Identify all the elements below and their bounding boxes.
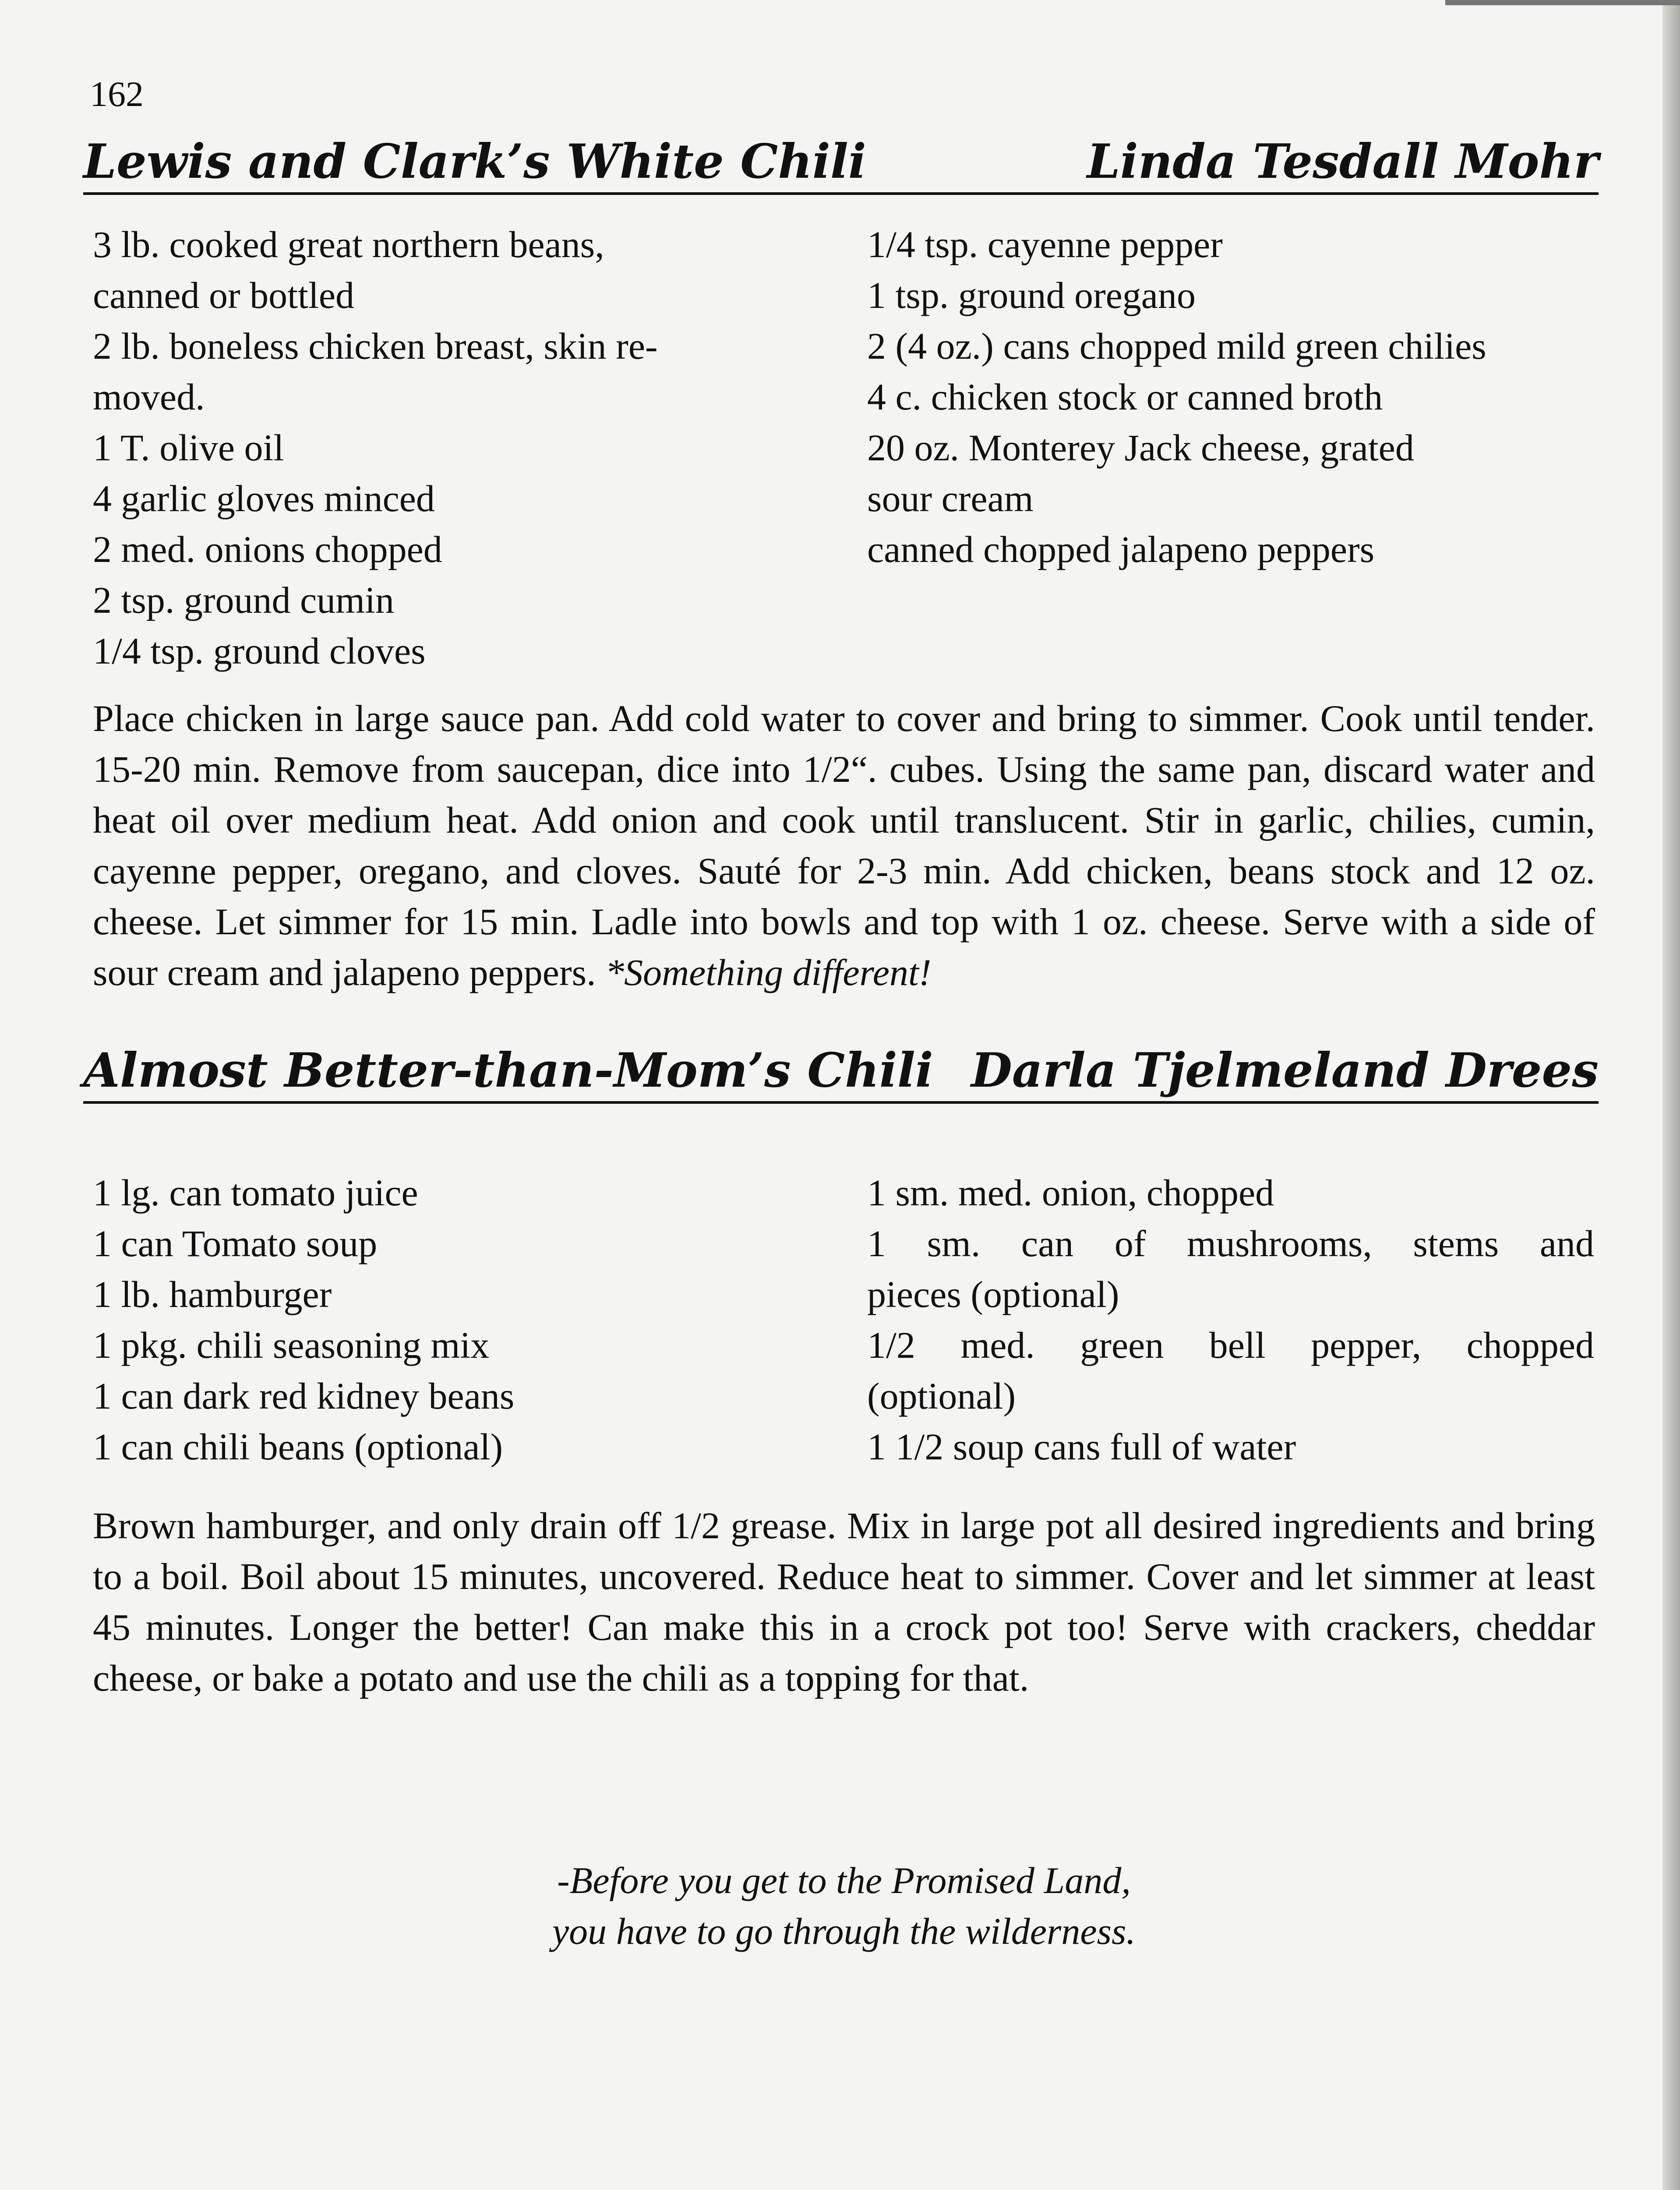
ingredient: canned chopped jalapeno peppers xyxy=(867,528,1375,570)
ingredient: 1 lg. can tomato juice xyxy=(93,1172,418,1214)
recipe-2-ingredients-right xyxy=(867,1167,1594,1472)
recipe-1-ingredients-right xyxy=(867,219,1594,575)
recipe-2-title: Almost Better-than-Mom’s Chili xyxy=(83,1043,933,1098)
page-edge-shadow xyxy=(1662,0,1680,2190)
quote-line-2: you have to go through the wilderness. xyxy=(552,1910,1136,1952)
ingredient: 1 can dark red kidney beans xyxy=(93,1375,515,1417)
ingredient: moved. xyxy=(93,376,205,418)
recipe-1-header xyxy=(83,134,1599,195)
ingredient: 1 sm. can of mushrooms, stems and xyxy=(867,1222,1594,1265)
recipe-2-author: Darla Tjelmeland Drees xyxy=(971,1043,1599,1098)
page-edge-top xyxy=(1445,0,1680,5)
ingredient: 1 T. olive oil xyxy=(93,427,284,469)
closing-quote xyxy=(93,1855,1595,1957)
ingredient: 2 (4 oz.) cans chopped mild green chilies xyxy=(867,325,1486,367)
recipe-1-directions-text: Place chicken in large sauce pan. Add cold water to cover and bring to simmer. Cook until tender. 15-20 min. Remove from saucepan, dice into 1/2“. cubes. Using the same pan, discard water and heat oil over medium heat. Add onion and cook until translucent. Stir in garlic, chilies, cumin, cayenne pepper, oregano, and cloves. Sauté for 2-3 min. Add chicken, beans stock and 12 oz. cheese. Let simmer for 15 min. Ladle into bowls and top with 1 oz. cheese. Serve with a side of sour cream and jalapeno peppers. xyxy=(93,697,1595,993)
ingredient: 4 c. chicken stock or canned broth xyxy=(867,376,1383,418)
ingredient: canned or bottled xyxy=(93,274,355,316)
recipe-1-title: Lewis and Clark’s White Chili xyxy=(83,134,866,189)
recipe-2-directions: Brown hamburger, and only drain off 1/2 grease. Mix in large pot all desired ingredients and bring to a boil. Boil about 15 minutes, uncovered. Reduce heat to simmer. Cover and let simmer at least 45 minutes. Longer the better! Can make this in a crock pot too! Serve with crackers, cheddar cheese, or bake a potato and use the chili as a topping for that. xyxy=(93,1505,1595,1699)
ingredient: 4 garlic gloves minced xyxy=(93,477,435,519)
page-number: 162 xyxy=(90,74,144,114)
ingredient: 1 1/2 soup cans full of water xyxy=(867,1426,1296,1468)
ingredient: 1 pkg. chili seasoning mix xyxy=(93,1324,490,1366)
ingredient: 1 lb. hamburger xyxy=(93,1273,332,1315)
recipe-1-note: *Something different! xyxy=(605,951,932,993)
recipe-1-author: Linda Tesdall Mohr xyxy=(1087,134,1599,189)
ingredient: 1 can Tomato soup xyxy=(93,1222,378,1265)
ingredient: sour cream xyxy=(867,477,1034,519)
quote-line-1: -Before you get to the Promised Land, xyxy=(557,1859,1131,1901)
ingredient: 1/2 med. green bell pepper, chopped xyxy=(867,1324,1594,1366)
ingredient: 1 tsp. ground oregano xyxy=(867,274,1196,316)
ingredient: 2 tsp. ground cumin xyxy=(93,579,394,621)
ingredient: 2 med. onions chopped xyxy=(93,528,442,570)
ingredient: 2 lb. boneless chicken breast, skin re- xyxy=(93,325,658,367)
ingredient: 1 sm. med. onion, chopped xyxy=(867,1172,1274,1214)
ingredient: 1/4 tsp. ground cloves xyxy=(93,630,426,672)
recipe-1-directions xyxy=(93,693,1595,998)
recipe-2-header xyxy=(83,1043,1599,1104)
recipe-2-ingredients-left xyxy=(93,1167,811,1472)
recipe-1-ingredients-left xyxy=(93,219,811,676)
ingredient: 1 can chili beans (optional) xyxy=(93,1426,503,1468)
ingredient: 20 oz. Monterey Jack cheese, grated xyxy=(867,427,1414,469)
ingredient: (optional) xyxy=(867,1375,1016,1417)
ingredient: pieces (optional) xyxy=(867,1273,1119,1315)
ingredient: 3 lb. cooked great northern beans, xyxy=(93,223,604,265)
ingredient: 1/4 tsp. cayenne pepper xyxy=(867,223,1223,265)
